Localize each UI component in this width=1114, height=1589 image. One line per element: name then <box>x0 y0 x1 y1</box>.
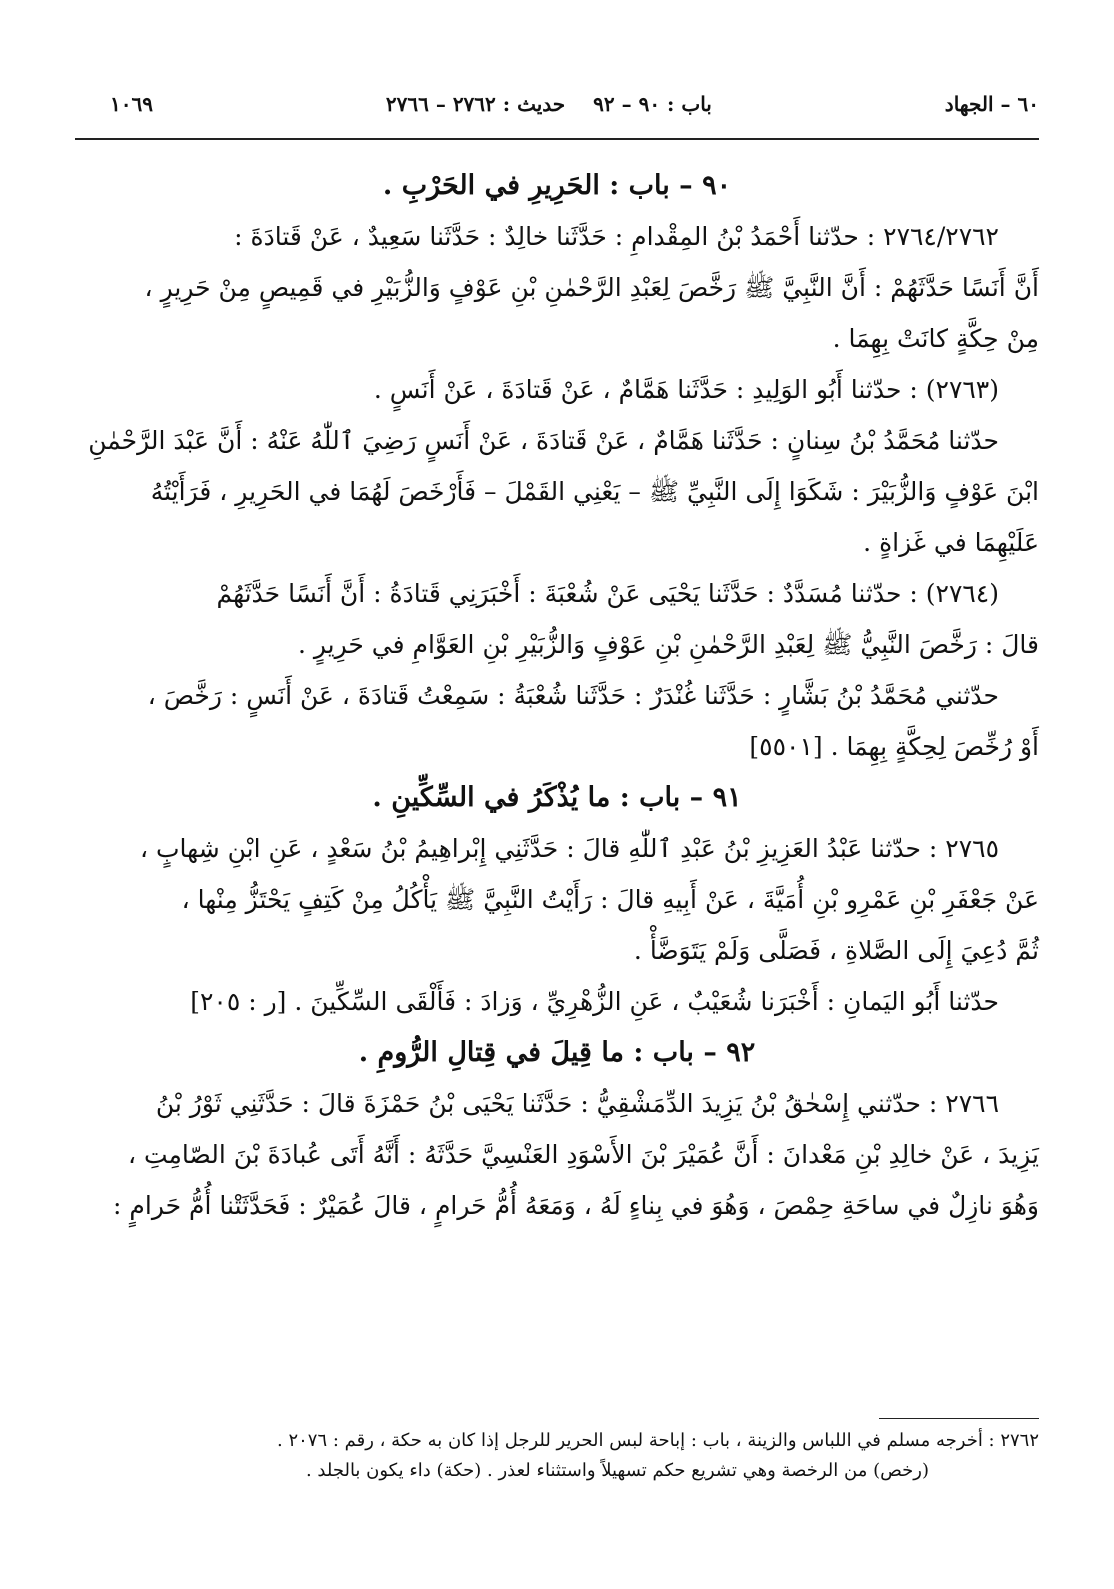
section-heading: ٩٠ – باب : الحَرِيرِ في الحَرْبِ . <box>382 170 732 201</box>
header-divider <box>75 138 1039 140</box>
text-line: أَوْ رُخِّصَ لِحِكَّةٍ بِهِمَا . [٥٥٠١] <box>749 732 1039 761</box>
footnote-line: (رخص) من الرخصة وهي تشريع حكم تسهيلاً واستثناء لعذر . (حكة) داء يكون بالجلد . <box>305 1460 929 1481</box>
text-line: أَنَّ أَنَسًا حَدَّثَهُمْ : أَنَّ النَّبِيَّ ﷺ رَخَّصَ لِعَبْدِ الرَّحْمٰنِ بْنِ عَوْفٍ وَالزُّبَيْرِ في قَمِيصٍ مِنْ حَرِيرٍ ، <box>144 273 1039 302</box>
footnote-divider <box>879 1418 1039 1419</box>
page-number: ١٠٦٩ <box>110 92 153 116</box>
page-body <box>75 160 1039 1231</box>
text-line: يَزِيدَ ، عَنْ خالِدِ بْنِ مَعْدانَ : أَنَّ عُمَيْرَ بْنَ الأَسْوَدِ العَنْسِيَّ حَدَّثَهُ : أَنَّهُ أَتَى عُبادَةَ بْنَ الصّامِتِ ، <box>127 1140 1039 1169</box>
text-line: (٢٧٦٣) : حدّثنا أَبُو الوَلِيدِ : حَدَّثَنا هَمَّامٌ ، عَنْ قَتادَةَ ، عَنْ أَنَسٍ . <box>373 375 999 404</box>
text-line: (٢٧٦٤) : حدّثنا مُسَدَّدٌ : حَدَّثَنا يَحْيَى عَنْ شُعْبَةَ : أَخْبَرَنِي قَتادَةُ : أَنَّ أَنَسًا حَدَّثَهُمْ <box>216 579 999 608</box>
footnotes <box>75 1426 1039 1486</box>
section-heading: ٩١ – باب : ما يُذْكَرُ في السِّكِّينِ . <box>372 782 742 813</box>
text-line: حدّثنا مُحَمَّدُ بْنُ سِنانٍ : حَدَّثَنا هَمَّامٌ ، عَنْ قَتادَةَ ، عَنْ أَنَسٍ رَضِيَ ٱللّٰهُ عَنْهُ : أَنَّ عَبْدَ الرَّحْمٰنِ <box>88 426 999 455</box>
text-line: عَلَيْهِمَا في غَزاةٍ . <box>863 528 1039 557</box>
section-heading: ٩٢ – باب : ما قِيلَ في قِتالِ الرُّومِ . <box>358 1037 756 1068</box>
text-line: ثُمَّ دُعِيَ إِلَى الصَّلاةِ ، فَصَلَّى وَلَمْ يَتَوَضَّأْ . <box>633 936 1039 965</box>
footnote-line: ٢٧٦٢ : أخرجه مسلم في اللباس والزينة ، باب : إباحة لبس الحرير للرجل إذا كان به حكة ، رقم : ٢٠٧٦ . <box>276 1430 1039 1451</box>
text-line: عَنْ جَعْفَرِ بْنِ عَمْرِو بْنِ أُمَيَّةَ ، عَنْ أَبِيهِ قالَ : رَأَيْتُ النَّبِيَّ ﷺ يَأْكُلُ مِنْ كَتِفٍ يَحْتَزُّ مِنْها ، <box>181 885 1039 914</box>
text-line: وَهُوَ نازِلٌ في ساحَةِ حِمْصَ ، وَهُوَ في بِناءٍ لَهُ ، وَمَعَهُ أُمُّ حَرامٍ ، قالَ عُمَيْرٌ : فَحَدَّثَتْنا أُمُّ حَرامٍ : <box>113 1191 1039 1220</box>
text-line: ابْنَ عَوْفٍ وَالزُّبَيْرَ : شَكَوَا إِلَى النَّبِيِّ ﷺ – يَعْنِي القَمْلَ – فَأَرْخَصَ لَهُمَا في الحَرِيرِ ، فَرَأَيْتُهُ <box>150 477 1039 506</box>
text-line: قالَ : رَخَّصَ النَّبِيُّ ﷺ لِعَبْدِ الرَّحْمٰنِ بْنِ عَوْفٍ وَالزُّبَيْرِ بْنِ العَوَّامِ في حَرِيرٍ . <box>297 630 1039 659</box>
header-center <box>386 92 712 116</box>
text-line: ٢٧٦٥ : حدّثنا عَبْدُ العَزِيزِ بْنُ عَبْدِ ٱللّٰهِ قالَ : حَدَّثَنِي إِبْراهِيمُ بْنُ سَعْدٍ ، عَنِ ابْنِ شِهابٍ ، <box>140 834 999 863</box>
text-line: ٢٧٦٦ : حدّثني إِسْحٰقُ بْنُ يَزِيدَ الدِّمَشْقِيُّ : حَدَّثَنا يَحْيَى بْنُ حَمْزَةَ قالَ : حَدَّثَنِي ثَوْرُ بْنُ <box>155 1089 999 1118</box>
text-line: حدّثني مُحَمَّدُ بْنُ بَشَّارٍ : حَدَّثَنا غُنْدَرٌ : حَدَّثَنا شُعْبَةُ : سَمِعْتُ قَتادَةَ ، عَنْ أَنَسٍ : رَخَّصَ ، <box>147 681 999 710</box>
hadith-range: حديث : ٢٧٦٢ – ٢٧٦٦ <box>385 92 566 116</box>
page-header <box>110 84 1039 124</box>
chapter-title: ٦٠ – الجهاد <box>944 92 1039 116</box>
bab-range: باب : ٩٠ – ٩٢ <box>593 92 712 116</box>
text-line: ٢٧٦٤/٢٧٦٢ : حدّثنا أَحْمَدُ بْنُ المِقْدامِ : حَدَّثَنا خالِدٌ : حَدَّثَنا سَعِيدٌ ، عَنْ قَتادَةَ : <box>234 222 999 251</box>
text-line: حدّثنا أَبُو اليَمانِ : أَخْبَرَنا شُعَيْبٌ ، عَنِ الزُّهْرِيِّ ، وَزادَ : فَأَلْقَى السِّكِّينَ . [ر : ٢٠٥] <box>190 987 999 1016</box>
text-line: مِنْ حِكَّةٍ كانَتْ بِهِمَا . <box>832 324 1039 353</box>
